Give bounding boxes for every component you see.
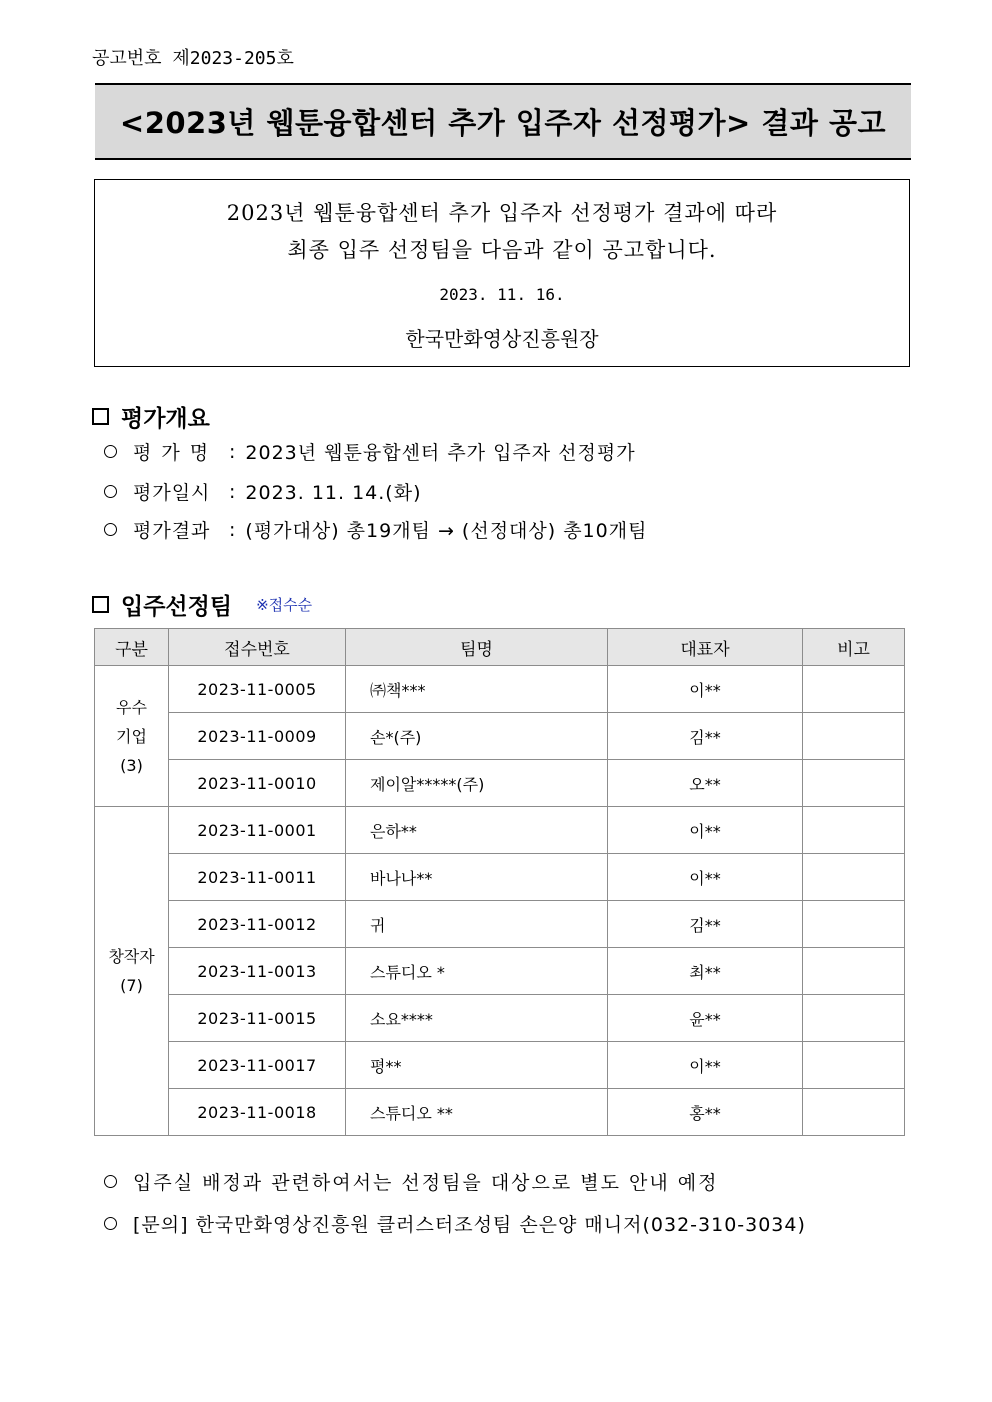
group-creator [95,807,169,1136]
receipt-number: 2023-11-0012 [169,901,346,948]
overview-item-result [104,516,647,543]
column-header-representative: 대표자 [608,629,803,666]
remarks [803,1042,905,1089]
team-name: 은하** [346,807,608,854]
overview-separator: : [229,440,236,463]
remarks [803,713,905,760]
table-row [95,901,905,948]
circle-bullet-icon [104,445,117,458]
table-header-row [95,629,905,666]
receipt-number: 2023-11-0001 [169,807,346,854]
representative: 이** [608,807,803,854]
selected-teams-table [94,628,905,1136]
checkbox-square-icon [92,408,109,425]
overview-label: 평가결과 [133,520,211,542]
representative: 김** [608,901,803,948]
representative: 홍** [608,1089,803,1136]
team-name: 스튜디오 ** [346,1089,608,1136]
receipt-number: 2023-11-0010 [169,760,346,807]
checkbox-square-icon [92,596,109,613]
remarks [803,1089,905,1136]
remarks [803,807,905,854]
signatory: 한국만화영상진흥원장 [405,327,599,351]
representative: 이** [608,1042,803,1089]
overview-label: 평가일시 [133,482,211,504]
representative: 오** [608,760,803,807]
circle-bullet-icon [104,1175,117,1188]
table-row [95,995,905,1042]
table-row [95,807,905,854]
overview-separator: : [229,480,236,503]
group-excellent-company [95,666,169,807]
footer-note-text: 입주실 배정과 관련하여서는 선정팀을 대상으로 별도 안내 예정 [133,1172,719,1194]
table-row [95,948,905,995]
remarks [803,995,905,1042]
column-header-remarks: 비고 [803,629,905,666]
receipt-number: 2023-11-0011 [169,854,346,901]
table-row [95,713,905,760]
overview-heading [92,400,210,433]
overview-value: (평가대상) 총19개팀 → (선정대상) 총10개팀 [245,520,648,542]
intro-text-line1: 2023년 웹툰융합센터 추가 입주자 선정평가 결과에 따라 [226,201,778,225]
team-name: 바나나** [346,854,608,901]
team-name: 귀 [346,901,608,948]
representative: 이** [608,854,803,901]
selected-heading-text: 입주선정팀 [121,594,233,620]
remarks [803,901,905,948]
order-note: ※접수순 [256,596,313,614]
circle-bullet-icon [104,485,117,498]
table-row [95,1042,905,1089]
representative: 최** [608,948,803,995]
receipt-number: 2023-11-0009 [169,713,346,760]
group-count: (3) [120,755,143,775]
overview-heading-text: 평가개요 [121,406,210,432]
table-row [95,1089,905,1136]
team-name: 제이알*****(주) [346,760,608,807]
remarks [803,948,905,995]
page-title: <2023년 웹툰융합센터 추가 입주자 선정평가> 결과 공고 [95,83,911,160]
team-name: 소요**** [346,995,608,1042]
overview-value: 2023. 11. 14.(화) [245,482,422,504]
receipt-number: 2023-11-0005 [169,666,346,713]
receipt-number: 2023-11-0018 [169,1089,346,1136]
team-name: 평** [346,1042,608,1089]
overview-value: 2023년 웹툰융합센터 추가 입주자 선정평가 [245,442,636,464]
team-name: 스튜디오 * [346,948,608,995]
footer-note-contact [104,1210,806,1237]
footer-note-text: [문의] 한국만화영상진흥원 클러스터조성팀 손은양 매니저(032-310-3034) [133,1214,806,1236]
table-row [95,666,905,713]
circle-bullet-icon [104,1217,117,1230]
intro-box [94,179,910,367]
representative: 김** [608,713,803,760]
column-header-number: 접수번호 [169,629,346,666]
overview-separator: : [229,518,236,541]
overview-item-name [104,438,636,465]
announcement-date: 2023. 11. 16. [439,285,565,304]
circle-bullet-icon [104,523,117,536]
overview-label: 평가명 [133,442,219,464]
overview-item-date [104,478,422,505]
receipt-number: 2023-11-0013 [169,948,346,995]
table-row [95,854,905,901]
receipt-number: 2023-11-0015 [169,995,346,1042]
table-row [95,760,905,807]
group-label: 창작자 [108,947,155,966]
remarks [803,760,905,807]
group-count: (7) [120,976,143,995]
representative: 이** [608,666,803,713]
notice-number: 공고번호 제2023-205호 [92,48,294,69]
group-label: 기업 [116,726,147,746]
column-header-category: 구분 [95,629,169,666]
intro-text-line2: 최종 입주 선정팀을 다음과 같이 공고합니다. [287,238,717,262]
remarks [803,666,905,713]
footer-note-assignment [104,1168,718,1195]
selected-heading [92,588,312,621]
team-name: ㈜책*** [346,666,608,713]
representative: 윤** [608,995,803,1042]
team-name: 손*(주) [346,713,608,760]
receipt-number: 2023-11-0017 [169,1042,346,1089]
remarks [803,854,905,901]
group-label: 우수 [116,697,147,717]
column-header-team: 팀명 [346,629,608,666]
